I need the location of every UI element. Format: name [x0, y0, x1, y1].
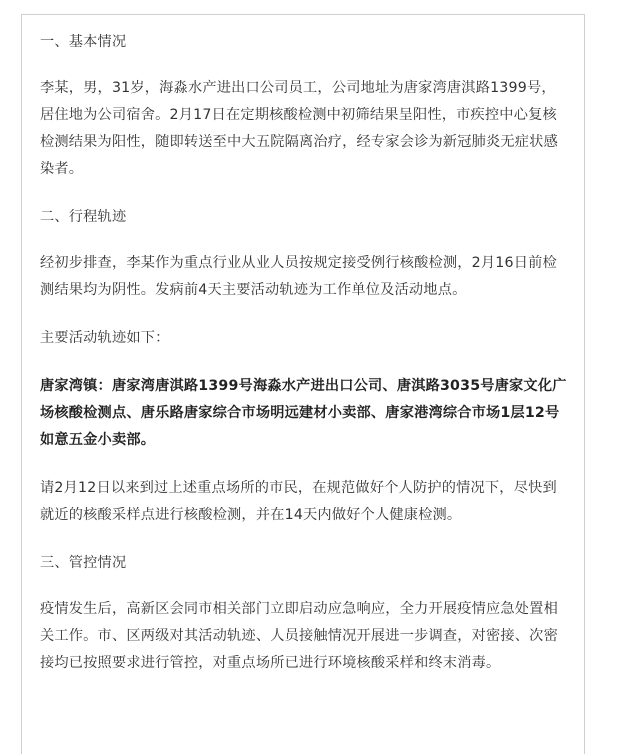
paragraph-basic-info: 李某，男，31岁，海淼水产进出口公司员工，公司地址为唐家湾唐淇路1399号，居住地为公司宿舍。2月17日在定期核酸检测中初筛结果呈阳性，市疾控中心复核检测结果为阳性，随即转送至中大五院隔离治疗，经专家会诊为新冠肺炎无症状感染者。	[40, 80, 558, 177]
paragraph-itinerary-lead: 主要活动轨迹如下：	[40, 330, 170, 346]
article-frame	[21, 14, 585, 754]
section-heading-basic: 一、基本情况	[40, 34, 127, 50]
section-heading-control: 三、管控情况	[40, 555, 127, 571]
paragraph-control: 疫情发生后，高新区会同市相关部门立即启动应急响应，全力开展疫情应急处置相关工作。市、区两级对其活动轨迹、人员接触情况开展进一步调查，对密接、次密接均已按照要求进行管控，对重点场所已进行环境核酸采样和终末消毒。	[40, 601, 558, 671]
paragraph-itinerary-locations: 唐家湾镇：唐家湾唐淇路1399号海淼水产进出口公司、唐淇路3035号唐家文化广场核酸检测点、唐乐路唐家综合市场明远建材小卖部、唐家港湾综合市场1层12号如意五金小卖部。	[40, 378, 567, 448]
paragraph-itinerary-notice: 请2月12日以来到过上述重点场所的市民，在规范做好个人防护的情况下，尽快到就近的核酸采样点进行核酸检测，并在14天内做好个人健康检测。	[40, 480, 557, 523]
section-heading-itinerary: 二、行程轨迹	[40, 209, 127, 225]
paragraph-itinerary-intro: 经初步排查，李某作为重点行业从业人员按规定接受例行核酸检测，2月16日前检测结果均为阴性。发病前4天主要活动轨迹为工作单位及活动地点。	[40, 255, 557, 298]
